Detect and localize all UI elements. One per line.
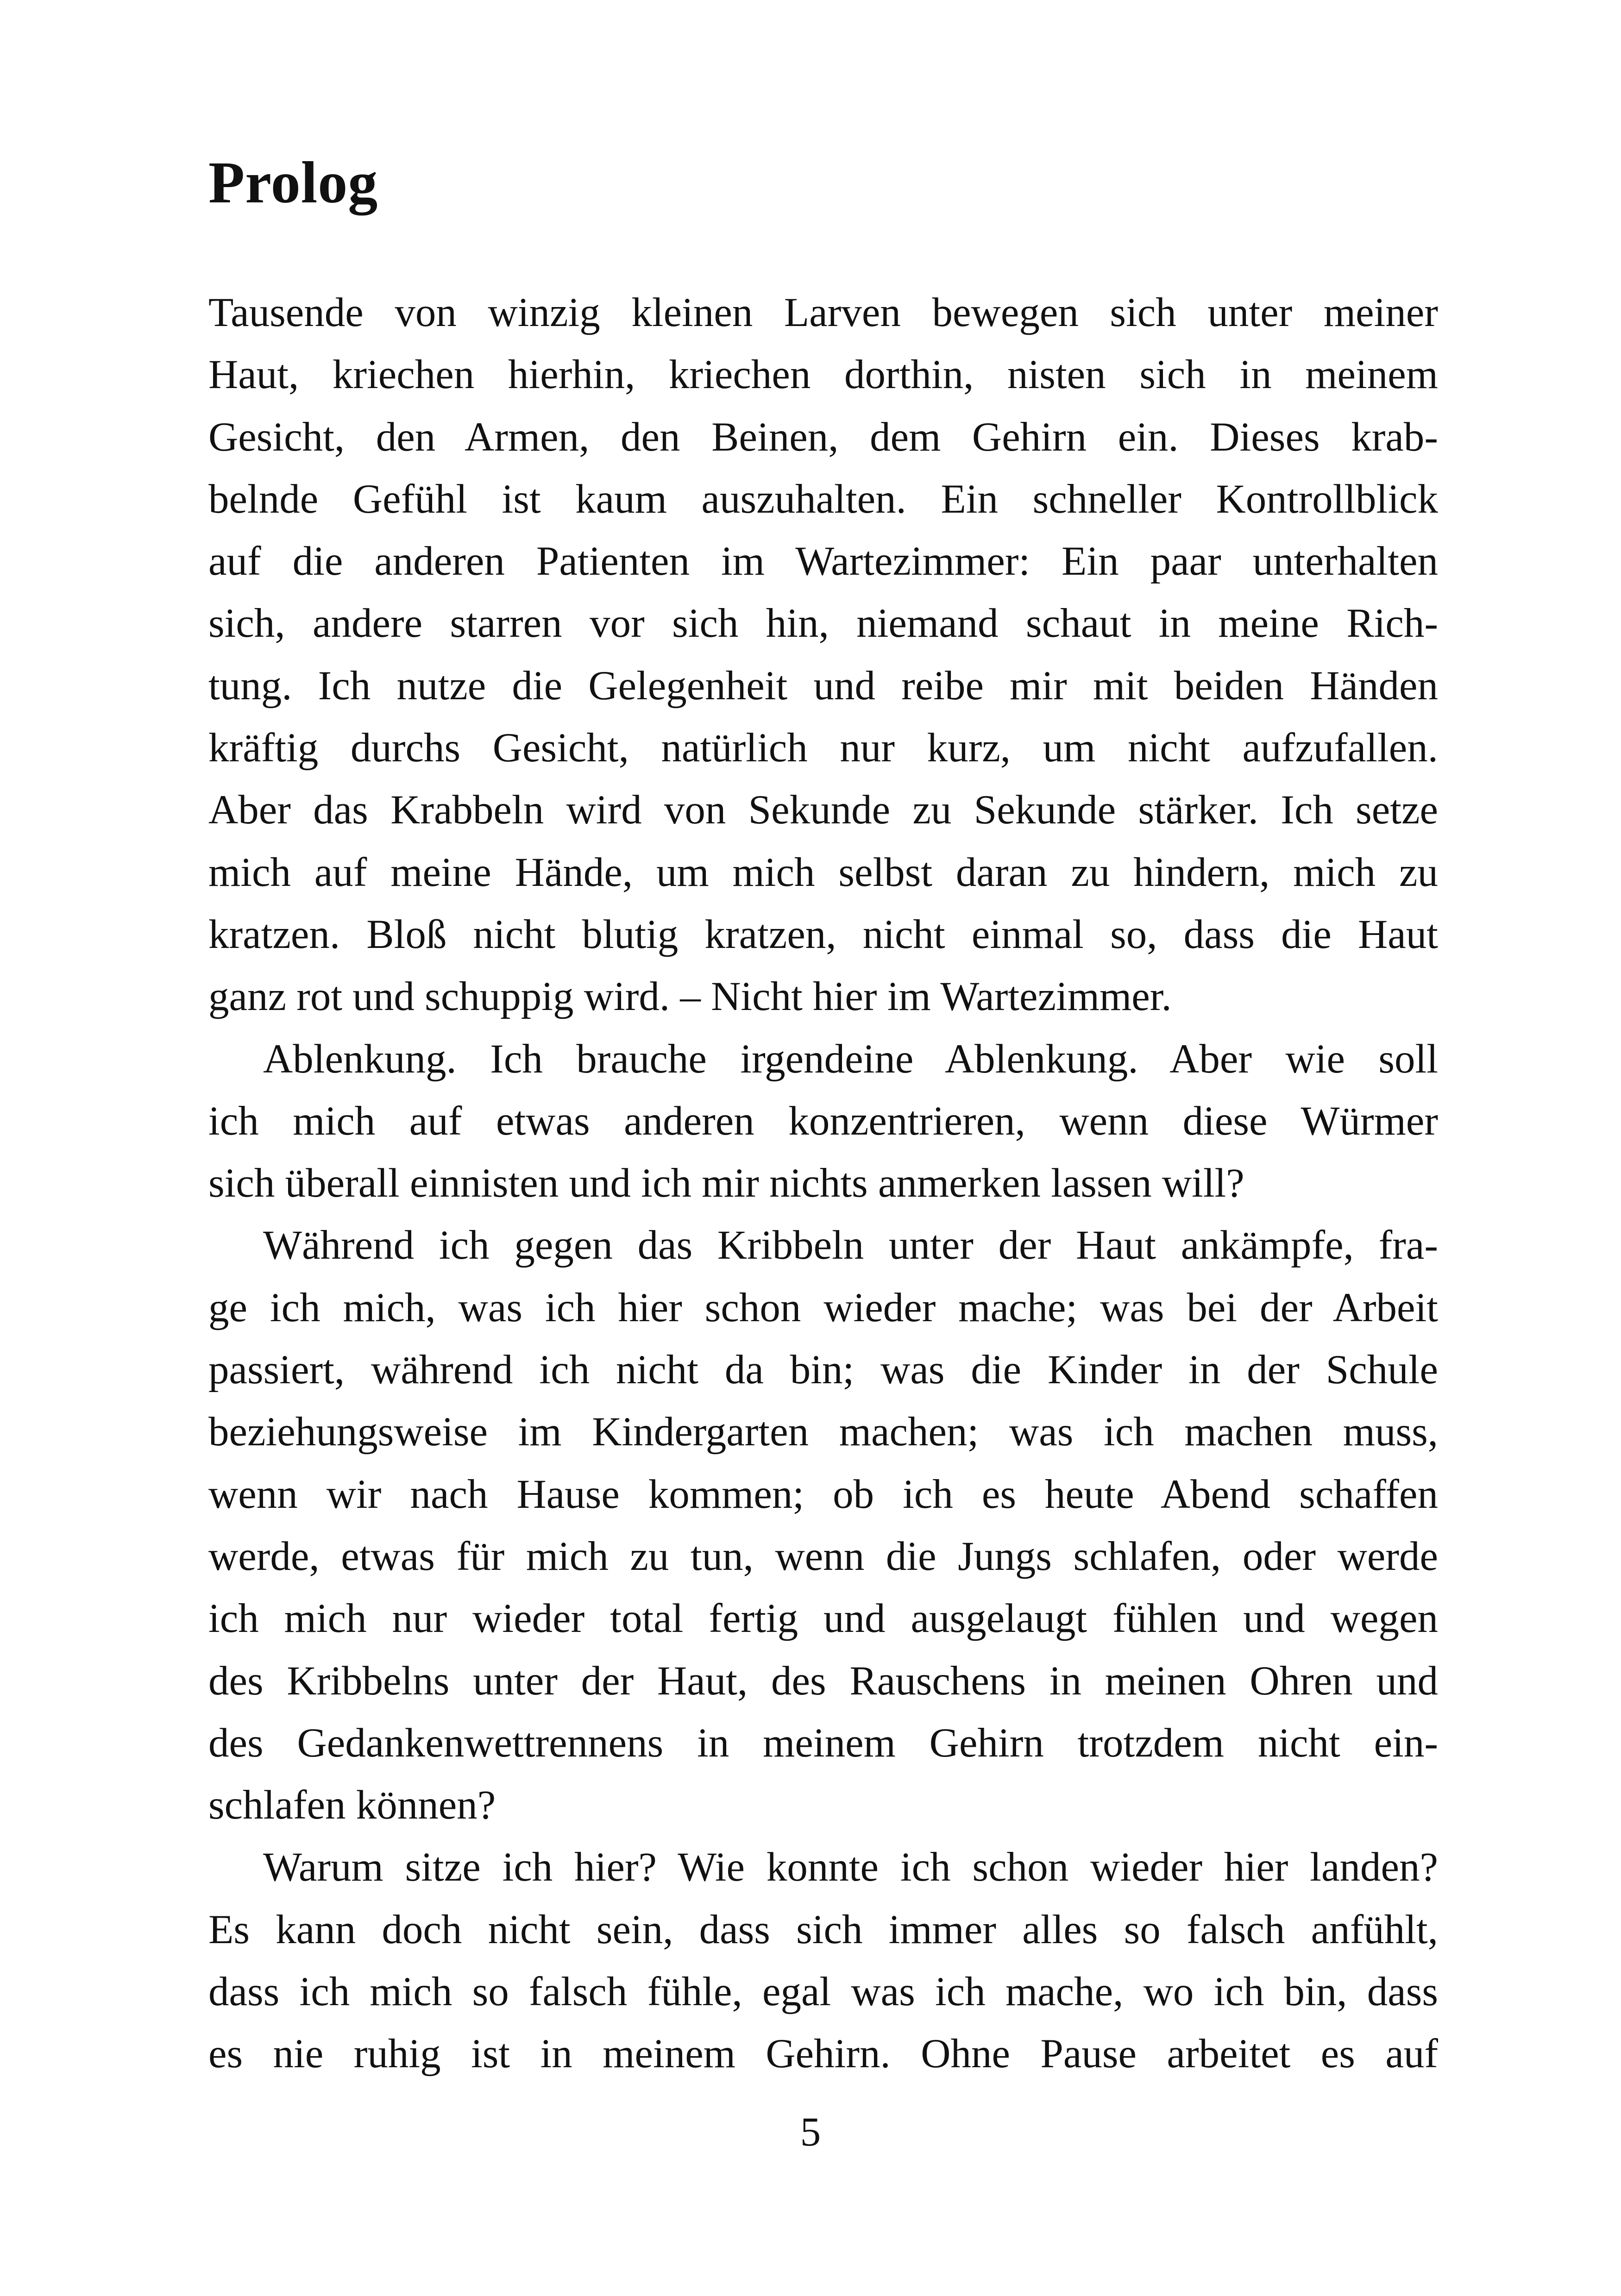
- body-text: [208, 282, 1438, 2085]
- text-line: kratzen. Bloß nicht blutig kratzen, nicht einmal so, dass die Haut: [208, 911, 1438, 957]
- text-line: Es kann doch nicht sein, dass sich immer alles so falsch anfühlt,: [208, 1907, 1438, 1952]
- text-line: dass ich mich so falsch fühle, egal was ich mache, wo ich bin, dass: [208, 1969, 1438, 2015]
- page-number: 5: [800, 2109, 821, 2155]
- text-line: belnde Gefühl ist kaum auszuhalten. Ein schneller Kontrollblick: [208, 476, 1438, 522]
- text-line: des Kribbelns unter der Haut, des Rauschens in meinen Ohren und: [208, 1658, 1438, 1704]
- text-line: Ablenkung. Ich brauche irgendeine Ablenkung. Aber wie soll: [263, 1036, 1438, 1082]
- text-line: schlafen können?: [208, 1782, 496, 1828]
- text-line: tung. Ich nutze die Gelegenheit und reibe mir mit beiden Händen: [208, 663, 1438, 709]
- text-line: mich auf meine Hände, um mich selbst daran zu hindern, mich zu: [208, 849, 1438, 895]
- text-line: wenn wir nach Hause kommen; ob ich es heute Abend schaffen: [208, 1471, 1438, 1517]
- text-line: sich, andere starren vor sich hin, niemand schaut in meine Rich-: [208, 601, 1438, 646]
- text-line: Während ich gegen das Kribbeln unter der Haut ankämpfe, fra-: [263, 1223, 1438, 1268]
- text-line: es nie ruhig ist in meinem Gehirn. Ohne Pause arbeitet es auf: [208, 2031, 1438, 2077]
- text-line: kräftig durchs Gesicht, natürlich nur kurz, um nicht aufzufallen.: [208, 725, 1438, 771]
- text-line: Haut, kriechen hierhin, kriechen dorthin, nisten sich in meinem: [208, 352, 1438, 398]
- text-line: Aber das Krabbeln wird von Sekunde zu Sekunde stärker. Ich setze: [208, 787, 1438, 833]
- text-line: ganz rot und schuppig wird. – Nicht hier im Wartezimmer.: [208, 974, 1172, 1020]
- text-line: Tausende von winzig kleinen Larven bewegen sich unter meiner: [208, 290, 1438, 335]
- text-line: Warum sitze ich hier? Wie konnte ich schon wieder hier landen?: [263, 1844, 1438, 1890]
- text-line: beziehungsweise im Kindergarten machen; was ich machen muss,: [208, 1409, 1438, 1455]
- text-line: passiert, während ich nicht da bin; was die Kinder in der Schule: [208, 1347, 1438, 1393]
- text-line: ich mich auf etwas anderen konzentrieren, wenn diese Würmer: [208, 1098, 1438, 1144]
- text-line: ge ich mich, was ich hier schon wieder mache; was bei der Arbeit: [208, 1285, 1438, 1330]
- text-line: auf die anderen Patienten im Wartezimmer: Ein paar unterhalten: [208, 539, 1438, 584]
- text-line: sich überall einnisten und ich mir nichts anmerken lassen will?: [208, 1161, 1244, 1206]
- chapter-title: Prolog: [208, 150, 378, 215]
- text-line: des Gedankenwettrennens in meinem Gehirn trotzdem nicht ein-: [208, 1720, 1438, 1766]
- text-line: werde, etwas für mich zu tun, wenn die Jungs schlafen, oder werde: [208, 1533, 1438, 1579]
- text-line: Gesicht, den Armen, den Beinen, dem Gehirn ein. Dieses krab-: [208, 414, 1438, 460]
- text-line: ich mich nur wieder total fertig und ausgelaugt fühlen und wegen: [208, 1596, 1438, 1642]
